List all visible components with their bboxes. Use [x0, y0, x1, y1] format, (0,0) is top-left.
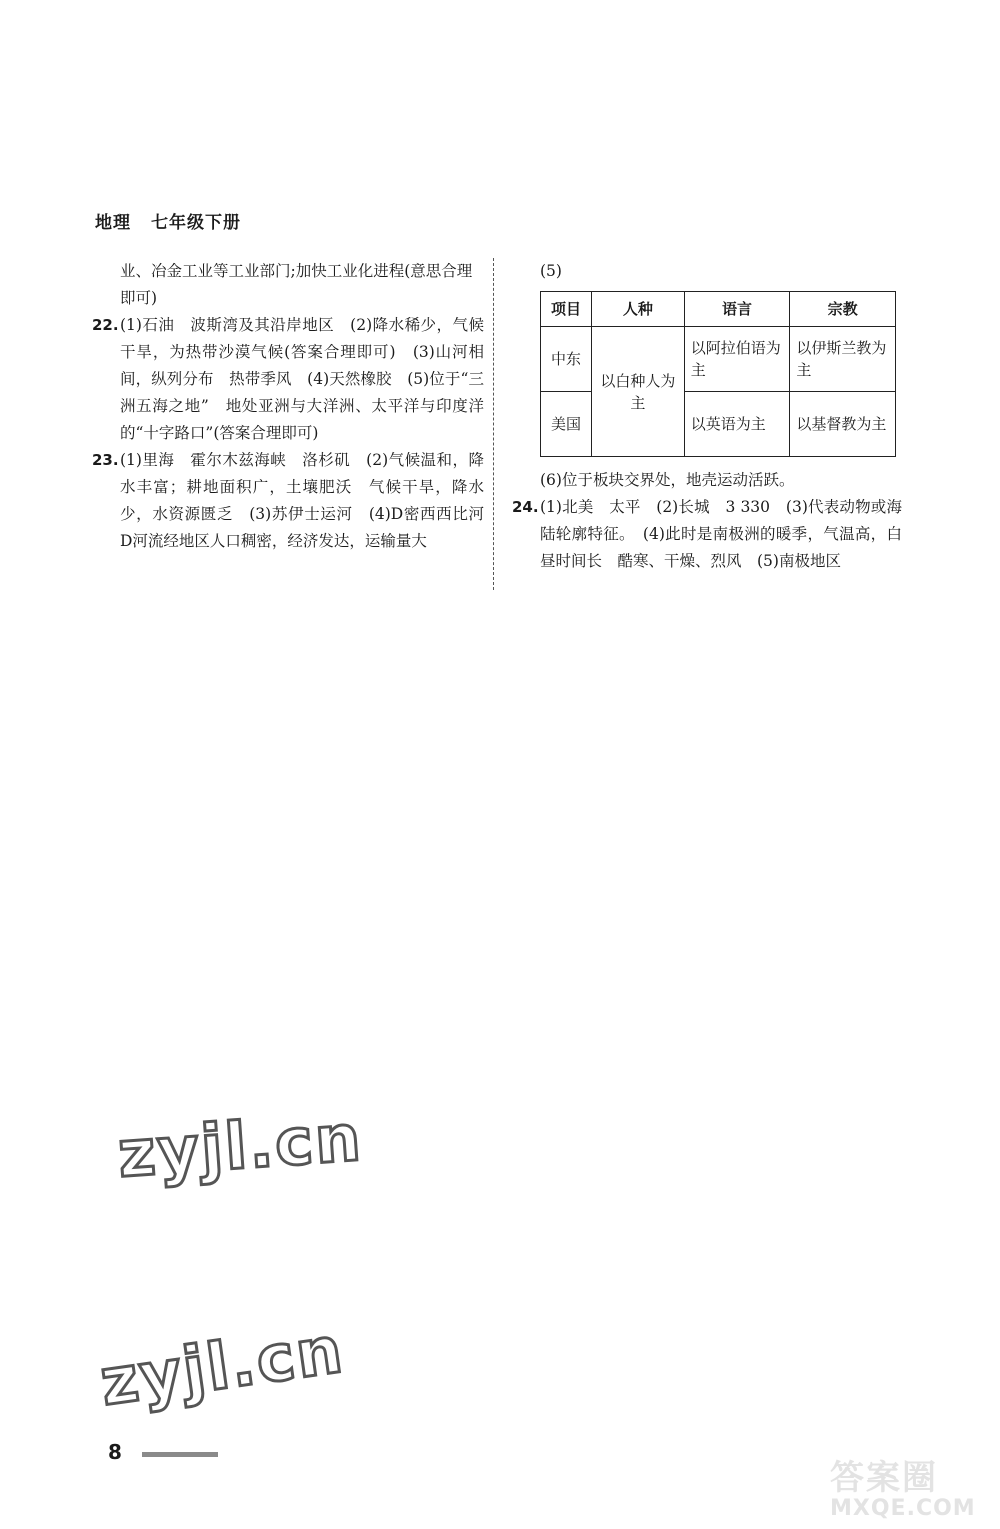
table-row	[541, 327, 896, 392]
table-cell-religion: 以基督教为主	[790, 392, 896, 457]
logo-url: MXQE.COM	[830, 1496, 976, 1521]
table-header: 宗教	[790, 292, 896, 327]
item-number: 24.	[512, 498, 539, 516]
table-header: 项目	[541, 292, 592, 327]
table-cell-region: 中东	[541, 327, 592, 392]
column-divider	[493, 258, 494, 590]
continuation-text: 业、冶金工业等工业部门;加快工业化进程(意思合理即可)	[120, 262, 473, 307]
page-number: 8	[108, 1440, 122, 1464]
table-header-row	[541, 292, 896, 327]
table-cell-religion: 以伊斯兰教为主	[790, 327, 896, 392]
left-column	[92, 258, 500, 555]
item-number: 23.	[92, 451, 119, 469]
right-column	[512, 258, 902, 575]
table-cell-region: 美国	[541, 392, 592, 457]
answer-item-22	[92, 312, 484, 447]
item-text: (1)石油 波斯湾及其沿岸地区 (2)降水稀少，气候干旱，为热带沙漠气候(答案合理即可) (3)山河相间，纵列分布 热带季风 (4)天然橡胶 (5)位于“三洲五海之地” 地处亚洲与大洋洲、太平洋与印度洋的“十字路口”(答案合理即可)	[120, 316, 484, 442]
item-number: 22.	[92, 316, 119, 334]
sub-question-6: (6)位于板块交界处，地壳运动活跃。	[540, 471, 795, 489]
comparison-table	[540, 291, 896, 457]
table-cell-language: 以英语为主	[684, 392, 790, 457]
item-text: (1)里海 霍尔木兹海峡 洛杉矶 (2)气候温和，降水丰富；耕地面积广，土壤肥沃 气候干旱，降水少，水资源匮乏 (3)苏伊士运河 (4)D密西西比河 D河流经地区人口稠密，经济发达，运输量大	[120, 451, 500, 550]
header-grade: 七年级下册	[151, 213, 241, 233]
table-cell-race: 以白种人为主	[592, 327, 685, 457]
table-cell-language: 以阿拉伯语为主	[684, 327, 790, 392]
table-header: 人种	[592, 292, 685, 327]
watermark: zyjl.cn	[96, 1313, 349, 1421]
item-text: (1)北美 太平 (2)长城 3 330 (3)代表动物或海陆轮廓特征。 (4)此时是南极洲的暖季，气温高，白昼时间长 酷寒、干燥、烈风 (5)南极地区	[540, 498, 902, 570]
table-header: 语言	[684, 292, 790, 327]
page-header	[95, 208, 241, 233]
site-logo	[820, 1450, 990, 1526]
answer-item-24	[512, 494, 902, 575]
page-number-bar	[142, 1452, 218, 1457]
watermark: zyjl.cn	[115, 1101, 365, 1193]
header-subject: 地理	[95, 213, 131, 233]
sub-question-5-label: (5)	[540, 262, 562, 280]
logo-text: 答案圈	[830, 1458, 938, 1498]
answer-item-23	[92, 447, 500, 555]
